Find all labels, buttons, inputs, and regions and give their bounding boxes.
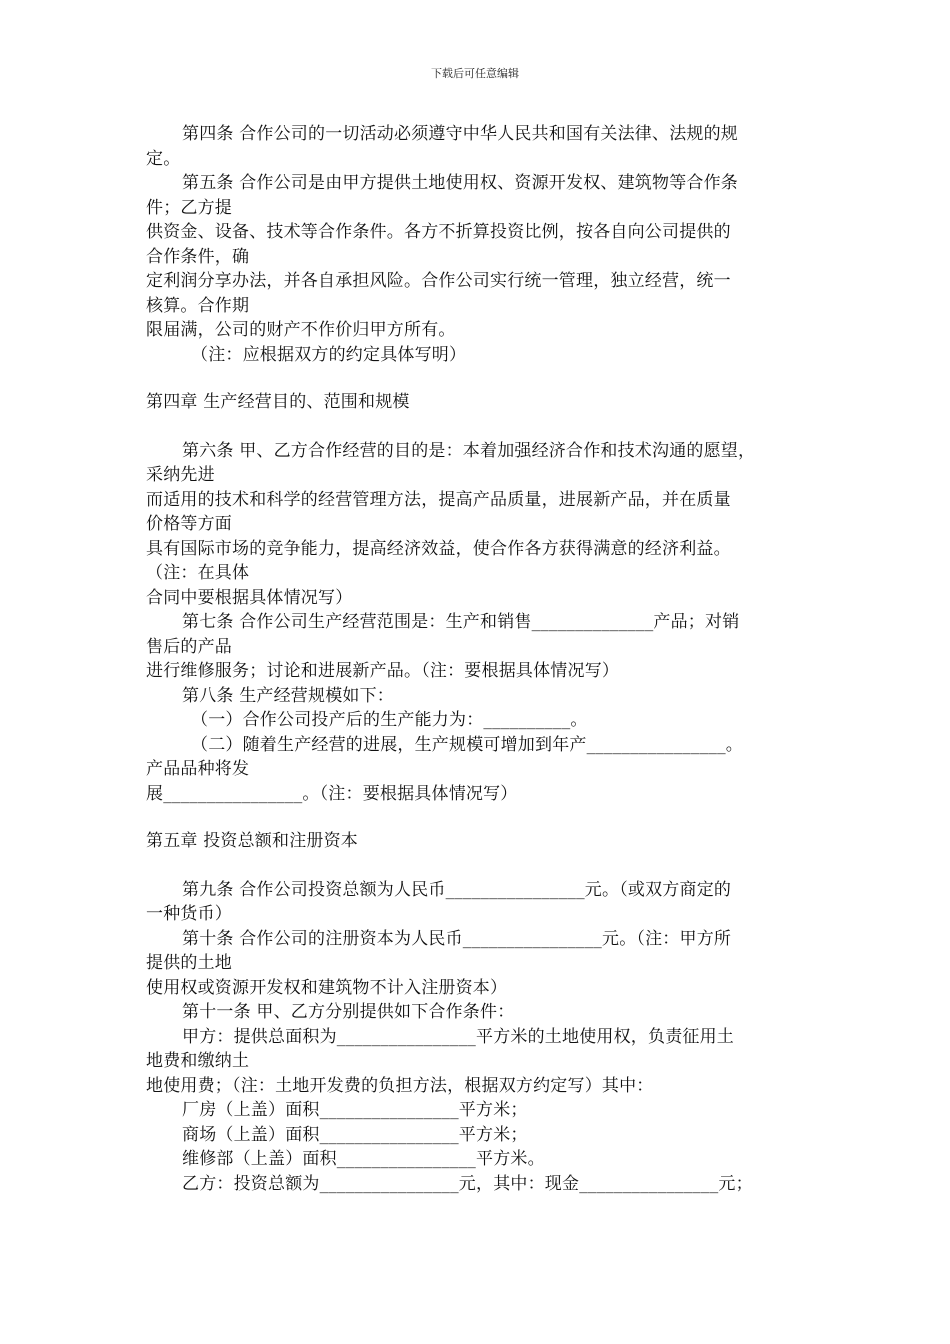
article-8-item-1: （一）合作公司投产后的生产能力为：__________。	[191, 710, 588, 730]
article-11-line-1: 第十一条 甲、乙方分别提供如下合作条件：	[182, 1002, 515, 1022]
article-5-line-6: 核算。合作期	[146, 295, 250, 316]
article-5-line-1: 第五条 合作公司是由甲方提供土地使用权、资源开发权、建筑物等合作条	[182, 173, 739, 193]
article-5-line-5: 定利润分享办法，并各自承担风险。合作公司实行统一管理，独立经营，统一	[146, 271, 731, 291]
article-9-line-2: 一种货币）	[146, 904, 232, 924]
chapter-4-heading: 第四章 生产经营目的、范围和规模	[146, 392, 410, 412]
article-6-line-7: 合同中要根据具体情况写）	[146, 587, 353, 608]
article-9-line-1: 第九条 合作公司投资总额为人民币________________元。（或双方商定的	[182, 879, 732, 900]
article-5-line-7: 限届满，公司的财产不作价归甲方所有。	[146, 320, 456, 340]
article-7-line-2: 售后的产品	[146, 636, 232, 657]
article-8-line-5: 展________________。（注：要根据具体情况写）	[146, 783, 518, 804]
article-6-line-1: 第六条 甲、乙方合作经营的目的是：本着加强经济合作和技术沟通的愿望，	[182, 440, 756, 461]
article-4-line-2: 定。	[146, 148, 181, 169]
article-6-line-2: 采纳先进	[146, 465, 215, 485]
article-5-line-4: 合作条件，确	[146, 246, 250, 267]
article-5-line-2: 件；乙方提	[146, 197, 232, 218]
article-7-line-1: 第七条 合作公司生产经营范围是：生产和销售______________产品；对销	[182, 612, 740, 632]
article-7-line-3: 进行维修服务；讨论和进展新产品。（注：要根据具体情况写）	[146, 661, 620, 681]
party-a-line-2: 地费和缴纳土	[146, 1051, 250, 1071]
mall-area-line: 商场（上盖）面积________________平方米；	[182, 1124, 528, 1145]
article-6-line-6: （注：在具体	[146, 563, 250, 583]
article-4-line-1: 第四条 合作公司的一切活动必须遵守中华人民共和国有关法律、法规的规	[182, 124, 739, 144]
party-b-line-1: 乙方：投资总额为________________元，其中：现金________________元；	[182, 1173, 753, 1194]
article-6-line-5: 具有国际市场的竞争能力，提高经济效益，使合作各方获得满意的经济利益。	[146, 538, 731, 559]
party-a-line-3: 地使用费；（注：土地开发费的负担方法，根据双方约定写）其中：	[146, 1075, 654, 1096]
article-6-line-4: 价格等方面	[146, 514, 232, 534]
article-8-line-1: 第八条 生产经营规模如下：	[182, 685, 395, 706]
article-8-line-4: 产品品种将发	[146, 759, 250, 779]
article-6-line-3: 而适用的技术和科学的经营管理方法，提高产品质量，进展新产品，并在质量	[146, 489, 731, 510]
factory-area-line: 厂房（上盖）面积________________平方米；	[182, 1100, 528, 1120]
article-5-note: （注：应根据双方的约定具体写明）	[191, 344, 467, 365]
repair-area-line: 维修部（上盖）面积________________平方米。	[182, 1149, 545, 1169]
article-5-line-3: 供资金、设备、技术等合作条件。各方不折算投资比例，按各自向公司提供的	[146, 222, 731, 242]
article-10-line-2: 提供的土地	[146, 953, 232, 973]
article-10-line-3: 使用权或资源开发权和建筑物不计入注册资本）	[146, 977, 508, 998]
article-8-item-2: （二）随着生产经营的进展，生产规模可增加到年产________________。	[191, 734, 743, 755]
chapter-5-heading: 第五章 投资总额和注册资本	[146, 831, 359, 851]
article-10-line-1: 第十条 合作公司的注册资本为人民币________________元。（注：甲方所	[182, 928, 732, 949]
party-a-line-1: 甲方：提供总面积为________________平方米的土地使用权，负责征用土	[182, 1026, 734, 1047]
document-body	[146, 122, 816, 1196]
page-header: 下载后可任意编辑	[431, 67, 519, 80]
